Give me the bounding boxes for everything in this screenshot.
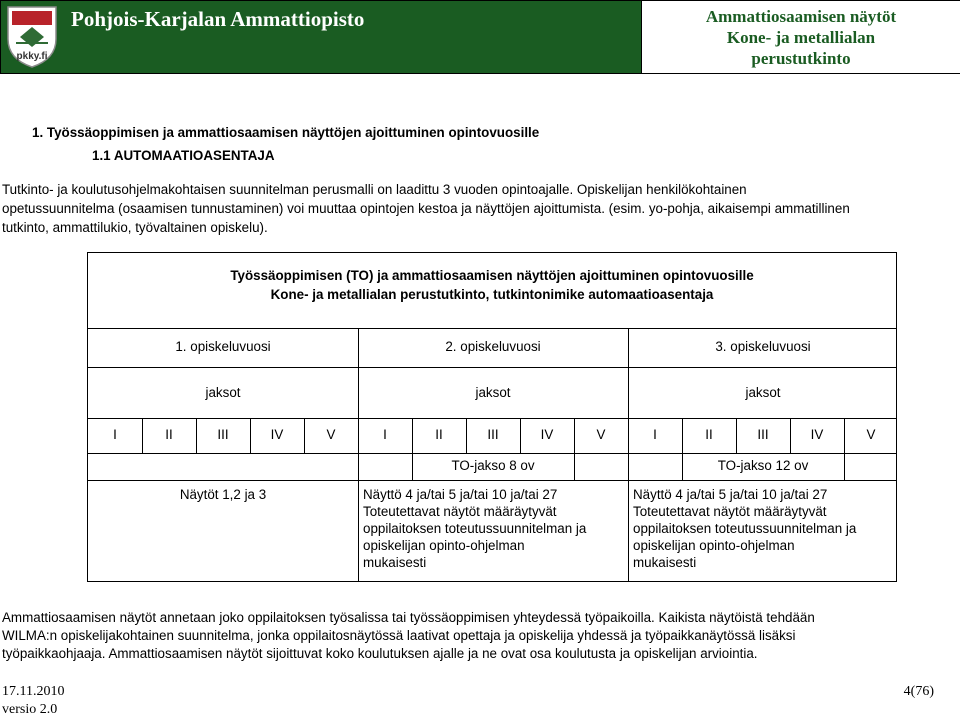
period-label: IV [270,427,284,442]
grid-line [88,453,896,454]
grid-line [88,367,896,368]
intro-line-2: opetussuunnitelma (osaamisen tunnustaminen) voi muuttaa opintojen kestoa ja näyttöjen ajoittumista. (esim. yo-pohja, aikaisempi ammatillinen [2,201,850,216]
period-label: I [653,427,657,442]
grid-line [88,480,896,481]
year-label-2: 2. opiskeluvuosi [445,339,541,354]
diagram-title-line-2: Kone- ja metallialan perustutkinto, tutkintonimike automaatioasentaja [270,287,714,302]
naytot-year-1: Näytöt 1,2 ja 3 [179,487,267,502]
to-jakso-year-2: TO-jakso 8 ov [451,458,535,473]
naytot-year-2-line: mukaisesti [363,555,427,570]
naytot-year-3-line: Toteutettavat näytöt määräytyvät [633,504,827,519]
period-label: III [217,427,229,442]
year-divider [358,328,359,581]
diagram-title-line-1: Työssäoppimisen (TO) ja ammattiosaamisen näyttöjen ajoittuminen opintovuosille [230,268,754,283]
grid-line [88,328,896,329]
footer-page-number: 4(76) [903,684,934,699]
to-jakso-year-3: TO-jakso 12 ov [717,458,809,473]
closing-line-3: työpaikkaohjaaja. Ammattiosaamisen näytöt sijoittuvat koko koulutuksen ajalle ja ne ovat osa koulutusta ja opiskelijan arviointia. [2,646,758,661]
section-subheading: 1.1 AUTOMAATIOASENTAJA [92,148,275,163]
naytot-year-2-line: oppilaitoksen toteutussuunnitelman ja [363,521,587,536]
naytot-year-3-line: mukaisesti [633,555,697,570]
organization-name: Pohjois-Karjalan Ammattiopisto [71,7,365,31]
period-label: III [487,427,499,442]
year-label-3: 3. opiskeluvuosi [715,339,811,354]
closing-line-2: WILMA:n opiskelijakohtainen suunnitelma, jonka oppilaitosnäytössä laativat opettaja ja opiskelija yhdessä ja työpaikkanäytössä lisäksi [2,628,796,643]
jaksot-label-2: jaksot [475,385,511,400]
naytot-year-2-line: Toteutettavat näytöt määräytyvät [363,504,557,519]
period-label: I [113,427,117,442]
period-label: V [596,427,606,442]
closing-line-1: Ammattiosaamisen näytöt annetaan joko oppilaitoksen työsalissa tai työssäoppimisen yhteydessä työpaikoilla. Kaikista näytöistä tehdään [2,610,815,625]
jaksot-label-3: jaksot [745,385,781,400]
to-jakso-border [574,453,575,480]
period-label: IV [540,427,554,442]
period-label: V [326,427,336,442]
to-jakso-border [844,453,845,480]
intro-line-3: tutkinto, ammattilukio, työvaltainen opiskelu). [2,220,268,235]
period-label: III [757,427,769,442]
period-label: IV [810,427,824,442]
header-title-panel [641,1,960,73]
section-heading: 1. Työssäoppimisen ja ammattiosaamisen näyttöjen ajoittuminen opintovuosille [32,125,540,140]
schedule-diagram [87,252,897,582]
header-title-line-2: Kone- ja metallialan [726,28,876,47]
page-header [0,0,960,74]
period-label: II [165,427,173,442]
naytot-year-2-line: opiskelijan opinto-ohjelman [363,538,525,553]
header-title-line-1: Ammattiosaamisen näytöt [705,7,897,26]
header-brand-panel [1,1,641,73]
naytot-year-3-line: Näyttö 4 ja/tai 5 ja/tai 10 ja/tai 27 [633,487,828,502]
period-label: V [866,427,876,442]
footer-date: 17.11.2010 [2,684,65,699]
logo-text: pkky.fi [16,51,48,62]
footer-version: versio 2.0 [2,702,58,717]
period-label: I [383,427,387,442]
header-title-line-3: perustutkinto [751,49,851,68]
period-label: II [705,427,713,442]
naytot-year-2-line: Näyttö 4 ja/tai 5 ja/tai 10 ja/tai 27 [363,487,558,502]
year-label-1: 1. opiskeluvuosi [175,339,271,354]
naytot-year-3-line: oppilaitoksen toteutussuunnitelman ja [633,521,857,536]
naytot-year-3-line: opiskelijan opinto-ohjelman [633,538,795,553]
jaksot-label-1: jaksot [205,385,241,400]
period-label: II [435,427,443,442]
year-divider [628,328,629,581]
pkky-logo [4,3,60,69]
grid-line [88,418,896,419]
intro-line-1: Tutkinto- ja koulutusohjelmakohtaisen suunnitelman perusmalli on laadittu 3 vuoden opintoajalle. Opiskelijan henkilökohtainen [2,182,747,197]
